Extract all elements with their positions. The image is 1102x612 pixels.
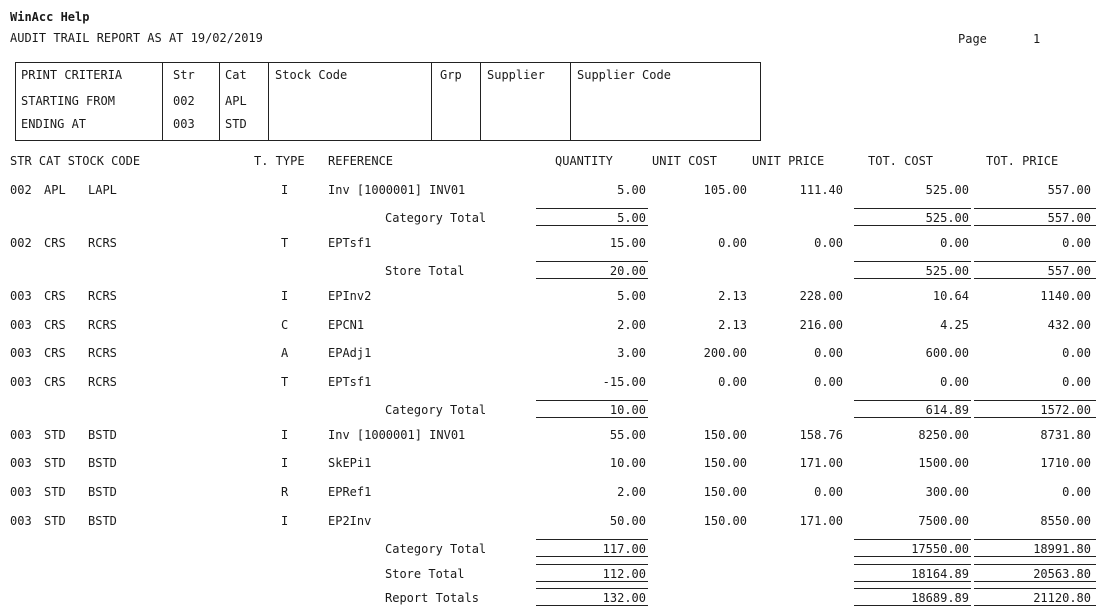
row-total-cost: 4.25 xyxy=(940,318,969,332)
row-total-cost: 0.00 xyxy=(940,375,969,389)
row-stock-code: LAPL xyxy=(88,183,117,197)
row-quantity: 55.00 xyxy=(609,428,646,442)
row-store: 003 xyxy=(10,456,32,470)
total-underline xyxy=(536,556,648,557)
row-reference: SkEPi1 xyxy=(328,456,372,470)
row-reference: EPTsf1 xyxy=(328,236,372,250)
total-rule xyxy=(536,400,648,401)
row-store: 003 xyxy=(10,428,32,442)
row-total-cost: 1500.00 xyxy=(918,456,969,470)
row-transaction-type: I xyxy=(281,428,289,442)
total-quantity: 112.00 xyxy=(602,567,646,581)
criteria-header-supplier-code: Supplier Code xyxy=(577,68,671,82)
total-price: 557.00 xyxy=(1047,264,1091,278)
total-cost: 525.00 xyxy=(925,264,969,278)
row-unit-price: 0.00 xyxy=(814,485,843,499)
total-cost: 525.00 xyxy=(925,211,969,225)
row-store: 002 xyxy=(10,236,32,250)
page-label: Page xyxy=(958,32,987,46)
row-unit-cost: 150.00 xyxy=(703,428,747,442)
row-total-cost: 0.00 xyxy=(940,236,969,250)
column-header-quantity: QUANTITY xyxy=(555,154,613,168)
row-store: 003 xyxy=(10,318,32,332)
row-stock-code: BSTD xyxy=(88,428,117,442)
criteria-starting-cat: APL xyxy=(225,94,247,108)
total-label: Store Total xyxy=(385,567,465,581)
criteria-ending-cat: STD xyxy=(225,117,247,131)
total-underline xyxy=(536,278,648,279)
total-cost: 18689.89 xyxy=(911,591,969,605)
row-store: 003 xyxy=(10,375,32,389)
row-quantity: 2.00 xyxy=(617,318,646,332)
column-header-str-cat-code: STR CAT STOCK CODE xyxy=(10,154,141,168)
row-reference: EPTsf1 xyxy=(328,375,372,389)
criteria-ending-str: 003 xyxy=(173,117,195,131)
total-underline xyxy=(974,417,1096,418)
row-total-price: 432.00 xyxy=(1047,318,1091,332)
row-unit-price: 0.00 xyxy=(814,236,843,250)
row-total-price: 0.00 xyxy=(1062,346,1091,360)
row-unit-cost: 0.00 xyxy=(718,236,747,250)
total-rule xyxy=(974,208,1096,209)
row-quantity: 5.00 xyxy=(617,289,646,303)
row-unit-price: 111.40 xyxy=(799,183,843,197)
row-unit-price: 228.00 xyxy=(799,289,843,303)
total-price: 20563.80 xyxy=(1033,567,1091,581)
row-total-cost: 525.00 xyxy=(925,183,969,197)
total-rule xyxy=(974,261,1096,262)
criteria-header-str: Str xyxy=(173,68,195,82)
row-transaction-type: T xyxy=(281,236,289,250)
row-store: 003 xyxy=(10,485,32,499)
row-unit-cost: 150.00 xyxy=(703,514,747,528)
total-underline xyxy=(854,278,971,279)
criteria-header-grp: Grp xyxy=(440,68,462,82)
total-quantity: 5.00 xyxy=(617,211,646,225)
total-underline xyxy=(974,605,1096,606)
row-total-price: 1710.00 xyxy=(1040,456,1091,470)
total-rule xyxy=(536,564,648,565)
row-unit-cost: 2.13 xyxy=(718,289,747,303)
report-title: AUDIT TRAIL REPORT AS AT 19/02/2019 xyxy=(10,31,263,45)
row-reference: EPCN1 xyxy=(328,318,365,332)
row-quantity: 3.00 xyxy=(617,346,646,360)
row-unit-cost: 200.00 xyxy=(703,346,747,360)
row-transaction-type: R xyxy=(281,485,289,499)
row-stock-code: RCRS xyxy=(88,236,117,250)
total-rule xyxy=(974,564,1096,565)
total-underline xyxy=(854,417,971,418)
row-category: CRS xyxy=(44,318,66,332)
total-label: Category Total xyxy=(385,211,487,225)
row-store: 003 xyxy=(10,346,32,360)
row-category: STD xyxy=(44,456,66,470)
row-quantity: 2.00 xyxy=(617,485,646,499)
row-total-price: 0.00 xyxy=(1062,485,1091,499)
row-stock-code: BSTD xyxy=(88,514,117,528)
row-category: APL xyxy=(44,183,66,197)
app-title: WinAcc Help xyxy=(10,10,90,24)
row-stock-code: RCRS xyxy=(88,375,117,389)
total-underline xyxy=(974,225,1096,226)
row-stock-code: RCRS xyxy=(88,346,117,360)
row-reference: EPInv2 xyxy=(328,289,372,303)
row-store: 003 xyxy=(10,514,32,528)
row-unit-price: 171.00 xyxy=(799,456,843,470)
column-header-reference: REFERENCE xyxy=(328,154,394,168)
row-category: STD xyxy=(44,485,66,499)
column-header-unit-price: UNIT PRICE xyxy=(752,154,825,168)
criteria-starting-label: STARTING FROM xyxy=(21,94,115,108)
row-reference: Inv [1000001] INV01 xyxy=(328,183,466,197)
total-underline xyxy=(854,605,971,606)
row-store: 003 xyxy=(10,289,32,303)
row-total-price: 0.00 xyxy=(1062,375,1091,389)
row-transaction-type: I xyxy=(281,183,289,197)
total-price: 21120.80 xyxy=(1033,591,1091,605)
column-header-type: T. TYPE xyxy=(254,154,305,168)
row-unit-cost: 2.13 xyxy=(718,318,747,332)
criteria-header-print-criteria: PRINT CRITERIA xyxy=(21,68,123,82)
total-label: Report Totals xyxy=(385,591,479,605)
row-total-cost: 8250.00 xyxy=(918,428,969,442)
total-label: Category Total xyxy=(385,542,487,556)
total-rule xyxy=(854,208,971,209)
total-rule xyxy=(974,400,1096,401)
total-underline xyxy=(854,581,971,582)
total-rule xyxy=(854,400,971,401)
row-reference: EPRef1 xyxy=(328,485,372,499)
row-quantity: 5.00 xyxy=(617,183,646,197)
total-quantity: 20.00 xyxy=(609,264,646,278)
total-quantity: 117.00 xyxy=(602,542,646,556)
total-quantity: 10.00 xyxy=(609,403,646,417)
row-unit-price: 158.76 xyxy=(799,428,843,442)
row-stock-code: RCRS xyxy=(88,318,117,332)
row-unit-cost: 0.00 xyxy=(718,375,747,389)
total-cost: 17550.00 xyxy=(911,542,969,556)
row-total-cost: 7500.00 xyxy=(918,514,969,528)
total-rule xyxy=(536,208,648,209)
total-underline xyxy=(974,581,1096,582)
row-transaction-type: A xyxy=(281,346,289,360)
row-total-price: 8731.80 xyxy=(1040,428,1091,442)
row-transaction-type: I xyxy=(281,289,289,303)
total-cost: 18164.89 xyxy=(911,567,969,581)
column-header-unit-cost: UNIT COST xyxy=(652,154,718,168)
total-rule xyxy=(854,539,971,540)
row-quantity: 15.00 xyxy=(609,236,646,250)
total-label: Store Total xyxy=(385,264,465,278)
row-unit-price: 0.00 xyxy=(814,375,843,389)
row-total-price: 1140.00 xyxy=(1040,289,1091,303)
row-quantity: 10.00 xyxy=(609,456,646,470)
row-category: STD xyxy=(44,428,66,442)
row-unit-cost: 150.00 xyxy=(703,485,747,499)
row-transaction-type: I xyxy=(281,514,289,528)
total-rule xyxy=(536,261,648,262)
row-category: CRS xyxy=(44,236,66,250)
row-stock-code: BSTD xyxy=(88,485,117,499)
row-store: 002 xyxy=(10,183,32,197)
row-category: CRS xyxy=(44,289,66,303)
criteria-starting-str: 002 xyxy=(173,94,195,108)
criteria-header-stock-code: Stock Code xyxy=(275,68,348,82)
criteria-ending-label: ENDING AT xyxy=(21,117,87,131)
total-cost: 614.89 xyxy=(925,403,969,417)
row-quantity: -15.00 xyxy=(602,375,646,389)
total-label: Category Total xyxy=(385,403,487,417)
row-total-price: 8550.00 xyxy=(1040,514,1091,528)
row-unit-cost: 105.00 xyxy=(703,183,747,197)
row-reference: EPAdj1 xyxy=(328,346,372,360)
row-reference: EP2Inv xyxy=(328,514,372,528)
row-transaction-type: C xyxy=(281,318,289,332)
total-rule xyxy=(974,588,1096,589)
total-underline xyxy=(854,225,971,226)
criteria-header-supplier: Supplier xyxy=(487,68,545,82)
row-transaction-type: I xyxy=(281,456,289,470)
total-underline xyxy=(974,556,1096,557)
row-unit-price: 171.00 xyxy=(799,514,843,528)
total-rule xyxy=(854,261,971,262)
total-rule xyxy=(974,539,1096,540)
row-total-price: 557.00 xyxy=(1047,183,1091,197)
row-category: CRS xyxy=(44,375,66,389)
total-underline xyxy=(536,581,648,582)
column-header-tot-price: TOT. PRICE xyxy=(986,154,1059,168)
row-stock-code: BSTD xyxy=(88,456,117,470)
row-unit-price: 0.00 xyxy=(814,346,843,360)
total-underline xyxy=(536,225,648,226)
total-underline xyxy=(854,556,971,557)
row-transaction-type: T xyxy=(281,375,289,389)
total-rule xyxy=(854,564,971,565)
criteria-header-cat: Cat xyxy=(225,68,247,82)
row-total-cost: 300.00 xyxy=(925,485,969,499)
total-rule xyxy=(854,588,971,589)
total-rule xyxy=(536,539,648,540)
total-underline xyxy=(974,278,1096,279)
total-price: 1572.00 xyxy=(1040,403,1091,417)
row-total-price: 0.00 xyxy=(1062,236,1091,250)
total-price: 18991.80 xyxy=(1033,542,1091,556)
row-reference: Inv [1000001] INV01 xyxy=(328,428,466,442)
row-category: STD xyxy=(44,514,66,528)
total-quantity: 132.00 xyxy=(602,591,646,605)
row-quantity: 50.00 xyxy=(609,514,646,528)
row-category: CRS xyxy=(44,346,66,360)
total-price: 557.00 xyxy=(1047,211,1091,225)
row-stock-code: RCRS xyxy=(88,289,117,303)
column-header-tot-cost: TOT. COST xyxy=(868,154,934,168)
print-criteria-box xyxy=(15,62,761,141)
row-unit-cost: 150.00 xyxy=(703,456,747,470)
row-total-cost: 600.00 xyxy=(925,346,969,360)
total-underline xyxy=(536,605,648,606)
total-underline xyxy=(536,417,648,418)
page-number: 1 xyxy=(1033,32,1041,46)
row-total-cost: 10.64 xyxy=(932,289,969,303)
total-rule xyxy=(536,588,648,589)
row-unit-price: 216.00 xyxy=(799,318,843,332)
